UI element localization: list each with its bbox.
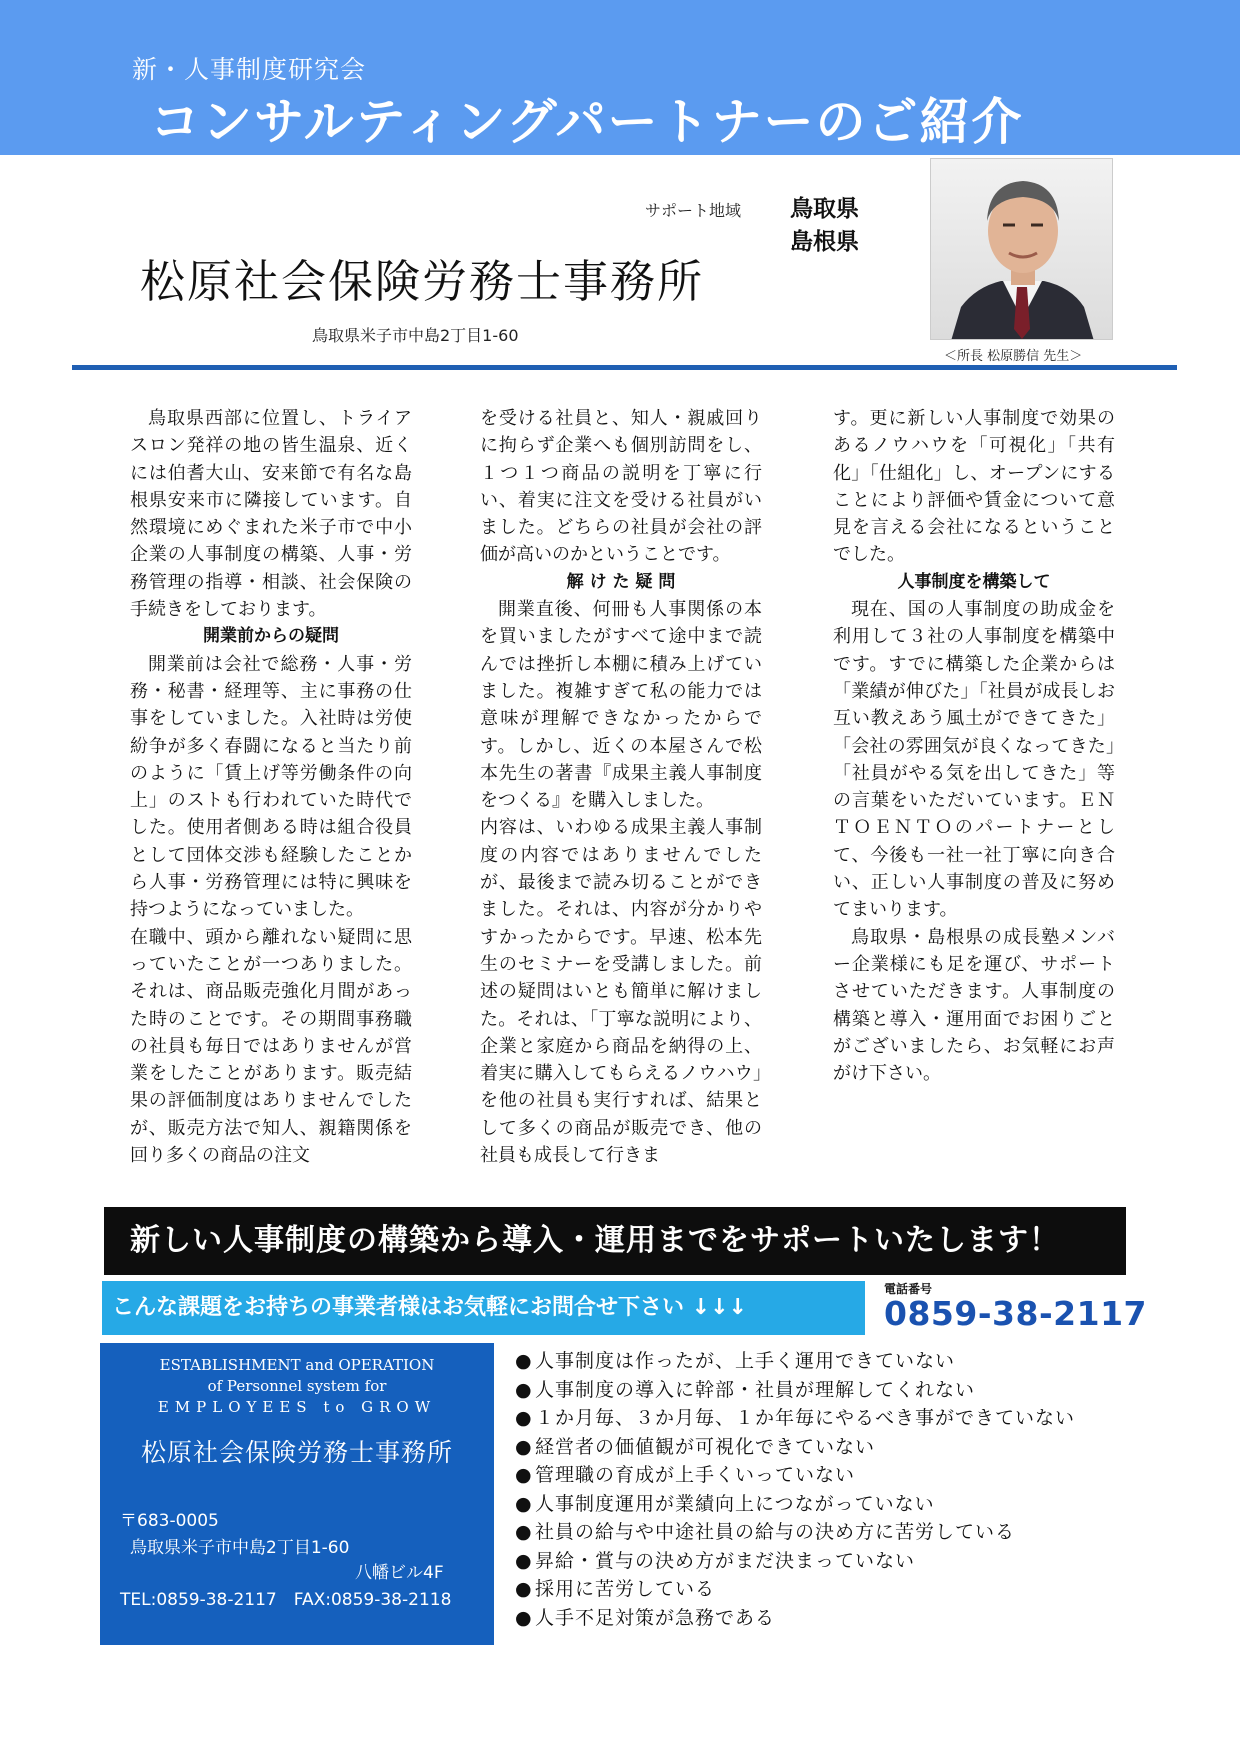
- support-region-label: サポート地域: [645, 201, 742, 220]
- checklist-item: [515, 1347, 1075, 1376]
- postal-code: 〒683-0005: [120, 1511, 219, 1531]
- checklist-item: [515, 1376, 1075, 1405]
- checklist-item: [515, 1433, 1075, 1462]
- director-portrait: [930, 158, 1113, 340]
- article-paragraph: 開業前は会社で総務・人事・労務・秘書・経理等、主に事務の仕事をしていました。入社時は労使紛争が多く春闘になると当たり前のように「賃上げ等労働条件の向上」のストも行われていた時代でした。使用者側ある時は組合役員として団体交渉も経験したことから人事・労務管理には特に興味を持つようになっていました。: [130, 653, 412, 921]
- portrait-illustration: [931, 159, 1113, 340]
- phone-number[interactable]: 0859-38-2117: [884, 1294, 1148, 1333]
- section-divider: [72, 365, 1177, 370]
- section-heading: 解 け た 疑 問: [566, 571, 676, 592]
- info-address-line-2: 八幡ビル4F: [355, 1563, 444, 1583]
- english-tagline-line-2: of Personnel system for: [207, 1377, 387, 1395]
- checklist-item-text: 経営者の価値観が可視化できていない: [535, 1435, 876, 1458]
- issue-checklist: [515, 1347, 1075, 1632]
- page-title: コンサルティングパートナーのご紹介: [150, 93, 1024, 151]
- bullet-icon: ●: [515, 1435, 533, 1458]
- bullet-icon: ●: [515, 1606, 533, 1629]
- bullet-icon: ●: [515, 1464, 533, 1486]
- article-paragraph: 在職中、頭から離れない疑問に思っていたことが一つありました。それは、商品販売強化月間があった時のことです。その期間事務職の社員も毎日ではありませんが営業をしたことがあります。販売結果の評価制度はありませんでしたが、販売方法で知人、親籍関係を回り多くの商品の注文: [130, 926, 412, 1167]
- header-subtitle: 新・人事制度研究会: [132, 55, 367, 84]
- portrait-caption: ＜所長 松原勝信 先生＞: [944, 349, 1083, 364]
- checklist-item: [515, 1461, 1075, 1490]
- header-band: [0, 0, 1240, 155]
- info-office-name: 松原社会保険労務士事務所: [140, 1438, 453, 1467]
- checklist-item: [515, 1547, 1075, 1576]
- tel-fax: TEL:0859-38-2117 FAX:0859-38-2118: [120, 1590, 452, 1610]
- bullet-icon: ●: [515, 1578, 533, 1600]
- checklist-item-text: 昇給・賞与の決め方がまだ決まっていない: [535, 1549, 916, 1572]
- checklist-item: [515, 1518, 1075, 1547]
- support-region-list: [790, 193, 859, 259]
- bullet-icon: ●: [515, 1350, 533, 1372]
- bullet-icon: ●: [515, 1378, 533, 1401]
- section-heading: 開業前からの疑問: [203, 626, 339, 647]
- checklist-item: [515, 1404, 1075, 1433]
- support-region-tottori: 鳥取県: [790, 196, 859, 222]
- article-column-3: [833, 405, 1115, 1087]
- bullet-icon: ●: [515, 1549, 533, 1572]
- article-paragraph: 鳥取県・島根県の成長塾メンバー企業様にも足を運び、サポートさせていただきます。人事制度の構築と導入・運用面でお困りごとがございましたら、お気軽にお声がけ下さい。: [833, 926, 1115, 1085]
- office-address: 鳥取県米子市中島2丁目1-60: [312, 326, 519, 345]
- article-column-2: [480, 405, 762, 1169]
- phone-label: 電話番号: [884, 1282, 933, 1296]
- checklist-item-text: 人事制度は作ったが、上手く運用できていない: [535, 1350, 956, 1372]
- section-heading: 人事制度を構築して: [897, 571, 1051, 592]
- article-paragraph: 鳥取県西部に位置し、トライアスロン発祥の地の皆生温泉、近くには伯耆大山、安来節で有名な島根県安来市に隣接しています。自然環境にめぐまれた米子市で中小企業の人事制度の構築、人事・労務管理の指導・相談、社会保険の手続きをしております。: [130, 408, 412, 621]
- article-paragraph: 内容は、いわゆる成果主義人事制度の内容ではありませんでしたが、最後まで読み切ることができました。それは、内容が分かりやすかったからです。早速、松本先生のセミナーを受講しました。前述の疑問はいとも簡単に解けました。それは、「丁寧な説明により、企業と家庭から商品を納得の上、着実に購入してもらえるノウハウ」を他の社員も実行すれば、結果として多くの商品が販売でき、他の社員も成長して行きま: [480, 817, 762, 1167]
- article-column-1: [130, 405, 412, 1169]
- bullet-icon: ●: [515, 1407, 533, 1429]
- article-paragraph: す。更に新しい人事制度で効果のあるノウハウを「可視化」「共有化」「仕組化」し、オープンにすることにより評価や賃金について意見を言える会社になるということでした。: [833, 408, 1115, 566]
- contact-cta-bar: こんな課題をお持ちの事業者様はお気軽にお問合せ下さい ↓↓↓: [102, 1281, 865, 1335]
- checklist-item-text: 社員の給与や中途社員の給与の決め方に苦労している: [535, 1521, 1016, 1543]
- support-banner: 新しい人事制度の構築から導入・運用までをサポートいたします！: [104, 1207, 1126, 1275]
- office-name: 松原社会保険労務士事務所: [140, 255, 705, 308]
- english-tagline-line-3: EMPLOYEES to GROW: [157, 1398, 437, 1416]
- support-region-shimane: 島根県: [790, 229, 859, 255]
- article-paragraph: 開業直後、何冊も人事関係の本を買いましたがすべて途中まで読んでは挫折し本棚に積み上げていました。複雑すぎて私の能力では意味が理解できなかったからです。しかし、近くの本屋さんで松本先生の著書『成果主義人事制度をつくる』を購入しました。: [480, 599, 762, 812]
- checklist-item-text: 採用に苦労している: [535, 1578, 716, 1600]
- info-address-line-1: 鳥取県米子市中島2丁目1-60: [130, 1538, 350, 1558]
- office-info-box: [100, 1343, 494, 1645]
- bullet-icon: ●: [515, 1492, 533, 1515]
- checklist-item-text: 管理職の育成が上手くいっていない: [535, 1464, 856, 1486]
- english-tagline: [100, 1355, 494, 1418]
- checklist-item: [515, 1490, 1075, 1519]
- article-paragraph: を受ける社員と、知人・親戚回りに拘らず企業へも個別訪問をし、１つ１つ商品の説明を丁寧に行い、着実に注文を受ける社員がいました。どちらの社員が会社の評価が高いのかということです。: [480, 408, 762, 566]
- checklist-item-text: １か月毎、３か月毎、１か年毎にやるべき事ができていない: [535, 1407, 1076, 1429]
- checklist-item-text: 人事制度運用が業績向上につながっていない: [535, 1492, 935, 1515]
- checklist-item-text: 人手不足対策が急務である: [535, 1606, 776, 1629]
- article-paragraph: 現在、国の人事制度の助成金を利用して３社の人事制度を構築中です。すでに構築した企業からは「業績が伸びた」「社員が成長しお互い教えあう風土ができてきた」「会社の雰囲気が良くなってきた」「社員がやる気を出してきた」等の言葉をいただいています。ＥＮＴＯＥＮＴＯのパートナーとして、今後も一社一社丁寧に向き合い、正しい人事制度の普及に努めてまいります。: [833, 599, 1115, 921]
- checklist-item-text: 人事制度の導入に幹部・社員が理解してくれない: [535, 1378, 976, 1401]
- checklist-item: [515, 1575, 1075, 1604]
- bullet-icon: ●: [515, 1521, 533, 1543]
- english-tagline-line-1: ESTABLISHMENT and OPERATION: [159, 1356, 435, 1374]
- checklist-item: [515, 1604, 1075, 1633]
